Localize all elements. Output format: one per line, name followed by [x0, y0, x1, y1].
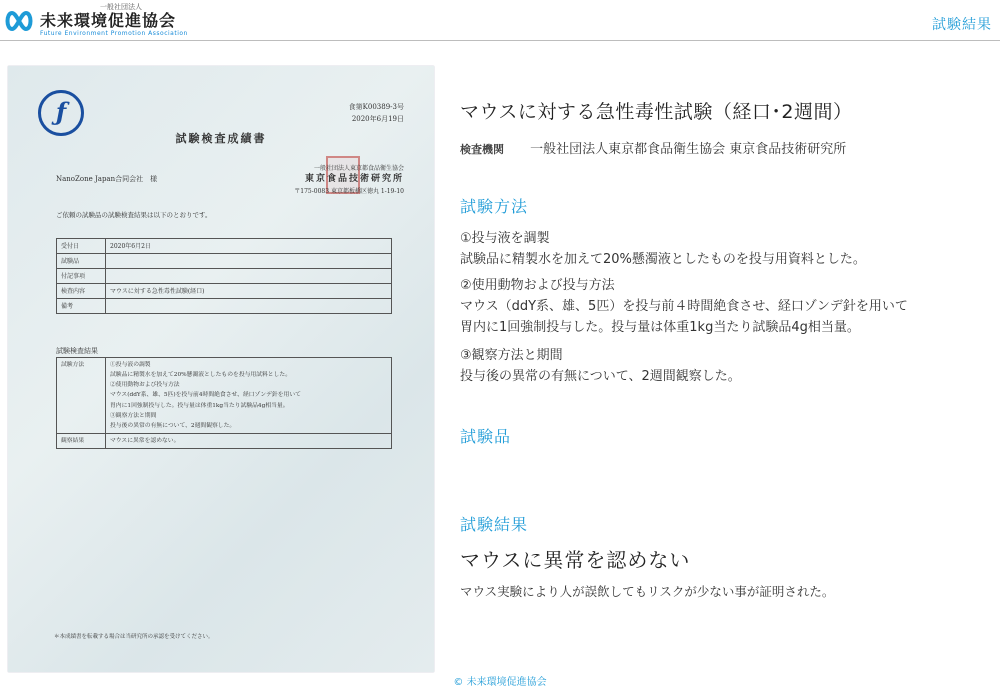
table-value	[106, 269, 392, 284]
table-value	[106, 299, 392, 314]
table-row	[57, 358, 392, 434]
method-line: ①投与液の調製	[110, 362, 151, 368]
cert-footnote: ＊本成績書を転載する場合は当研究所の承認を受けてください。	[54, 634, 214, 640]
cert-meta	[349, 102, 404, 126]
lab-logo-icon: ƒ	[38, 90, 84, 136]
table-value: 2020年6月2日	[106, 239, 392, 254]
table-key: 観察結果	[57, 433, 106, 448]
section-label: 試験結果	[932, 17, 992, 33]
result-heading: 試験結果	[460, 515, 529, 534]
method-line: マウス(ddY系、雄、5匹)を投与前4時間絶食させ、経口ゾンデ針を用いて	[110, 392, 301, 399]
method-line: 投与後の異常の有無について、2週間観察した。	[110, 422, 236, 429]
table-value: マウスに対する急性毒性試験(経口)	[106, 284, 392, 299]
table-value	[106, 358, 392, 434]
infinity-logo-icon	[4, 9, 34, 33]
method-step: ③観察方法と期間	[460, 348, 563, 363]
table-key: 備考	[57, 299, 106, 314]
page-header	[0, 0, 1000, 40]
method-step: ②使用動物および投与方法	[460, 278, 615, 293]
result-note: マウス実験により人が誤飲してもリスクが少ない事が証明された。	[460, 584, 835, 599]
method-line: ③観察方法と期間	[110, 412, 157, 419]
cert-results-table	[56, 357, 392, 449]
method-step: ①投与液を調製	[460, 231, 550, 246]
org-name-en: Future Environment Promotion Association	[40, 30, 188, 37]
cert-recipient: NanoZone Japan合同会社 様	[56, 175, 158, 183]
certificate-image	[8, 66, 434, 672]
page-title: マウスに対する急性毒性試験（経口･2週間）	[460, 101, 853, 123]
testing-org-label: 検査機関	[460, 143, 504, 156]
cert-date: 2020年6月19日	[351, 114, 404, 123]
method-line: ②使用動物および投与方法	[110, 382, 180, 389]
org-name: 未来環境促進協会	[40, 11, 177, 30]
result-summary: マウスに異常を認めない	[460, 548, 691, 572]
table-key: 受付日	[57, 239, 106, 254]
testing-org	[460, 138, 846, 157]
table-row	[57, 269, 392, 284]
cert-intro: ご依頼の試験品の試験検査結果は以下のとおりです。	[56, 211, 212, 219]
cert-info-table	[56, 238, 392, 314]
method-step: 試験品に精製水を加えて20%懸濁液としたものを投与用資料とした。	[460, 252, 866, 267]
table-key: 付記事項	[57, 269, 106, 284]
table-key: 試験方法	[57, 358, 106, 434]
method-step: マウス（ddY系、雄、5匹）を投与前４時間絶食させ、経口ゾンデ針を用いて	[460, 299, 908, 314]
cert-issuer-name: 東京食品技術研究所	[304, 174, 404, 184]
table-row	[57, 299, 392, 314]
cert-issuer-address: 〒175-0083 東京都板橋区徳丸 1-19-10	[294, 187, 404, 195]
cert-issuer-line: 一般社団法人東京都食品衛生協会	[313, 165, 404, 172]
table-key: 試験品	[57, 254, 106, 269]
table-row	[57, 284, 392, 299]
org-sub-label: 一般社団法人	[100, 3, 142, 11]
table-value	[106, 254, 392, 269]
table-row	[57, 239, 392, 254]
method-line: 試験品に精製水を加えて20%懸濁液としたものを投与用試料とした。	[110, 372, 291, 379]
table-value: マウスに異常を認めない。	[106, 433, 392, 448]
org-logo[interactable]	[4, 4, 188, 37]
table-key: 検査内容	[57, 284, 106, 299]
cert-issuer	[294, 164, 404, 196]
method-heading: 試験方法	[460, 197, 529, 216]
method-line: 胃内に1回強制投与した。投与量は体重1kg当たり試験品4g相当量。	[110, 402, 289, 409]
table-row	[57, 254, 392, 269]
cert-results-title: 試験検査結果	[56, 347, 98, 355]
table-row	[57, 433, 392, 448]
copyright: © 未来環境促進協会	[453, 677, 547, 688]
testing-org-value: 一般社団法人東京都食品衛生協会 東京食品技術研究所	[530, 142, 847, 157]
method-step: 投与後の異常の有無について、2週間観察した。	[460, 369, 741, 384]
method-step: 胃内に1回強制投与した。投与量は体重1kg当たり試験品4g相当量。	[460, 320, 860, 335]
sample-heading: 試験品	[460, 427, 512, 446]
header-divider	[0, 40, 1000, 41]
cert-doc-no: 食第K00389-3号	[348, 103, 404, 111]
cert-title: 試験検査成績書	[175, 132, 267, 145]
